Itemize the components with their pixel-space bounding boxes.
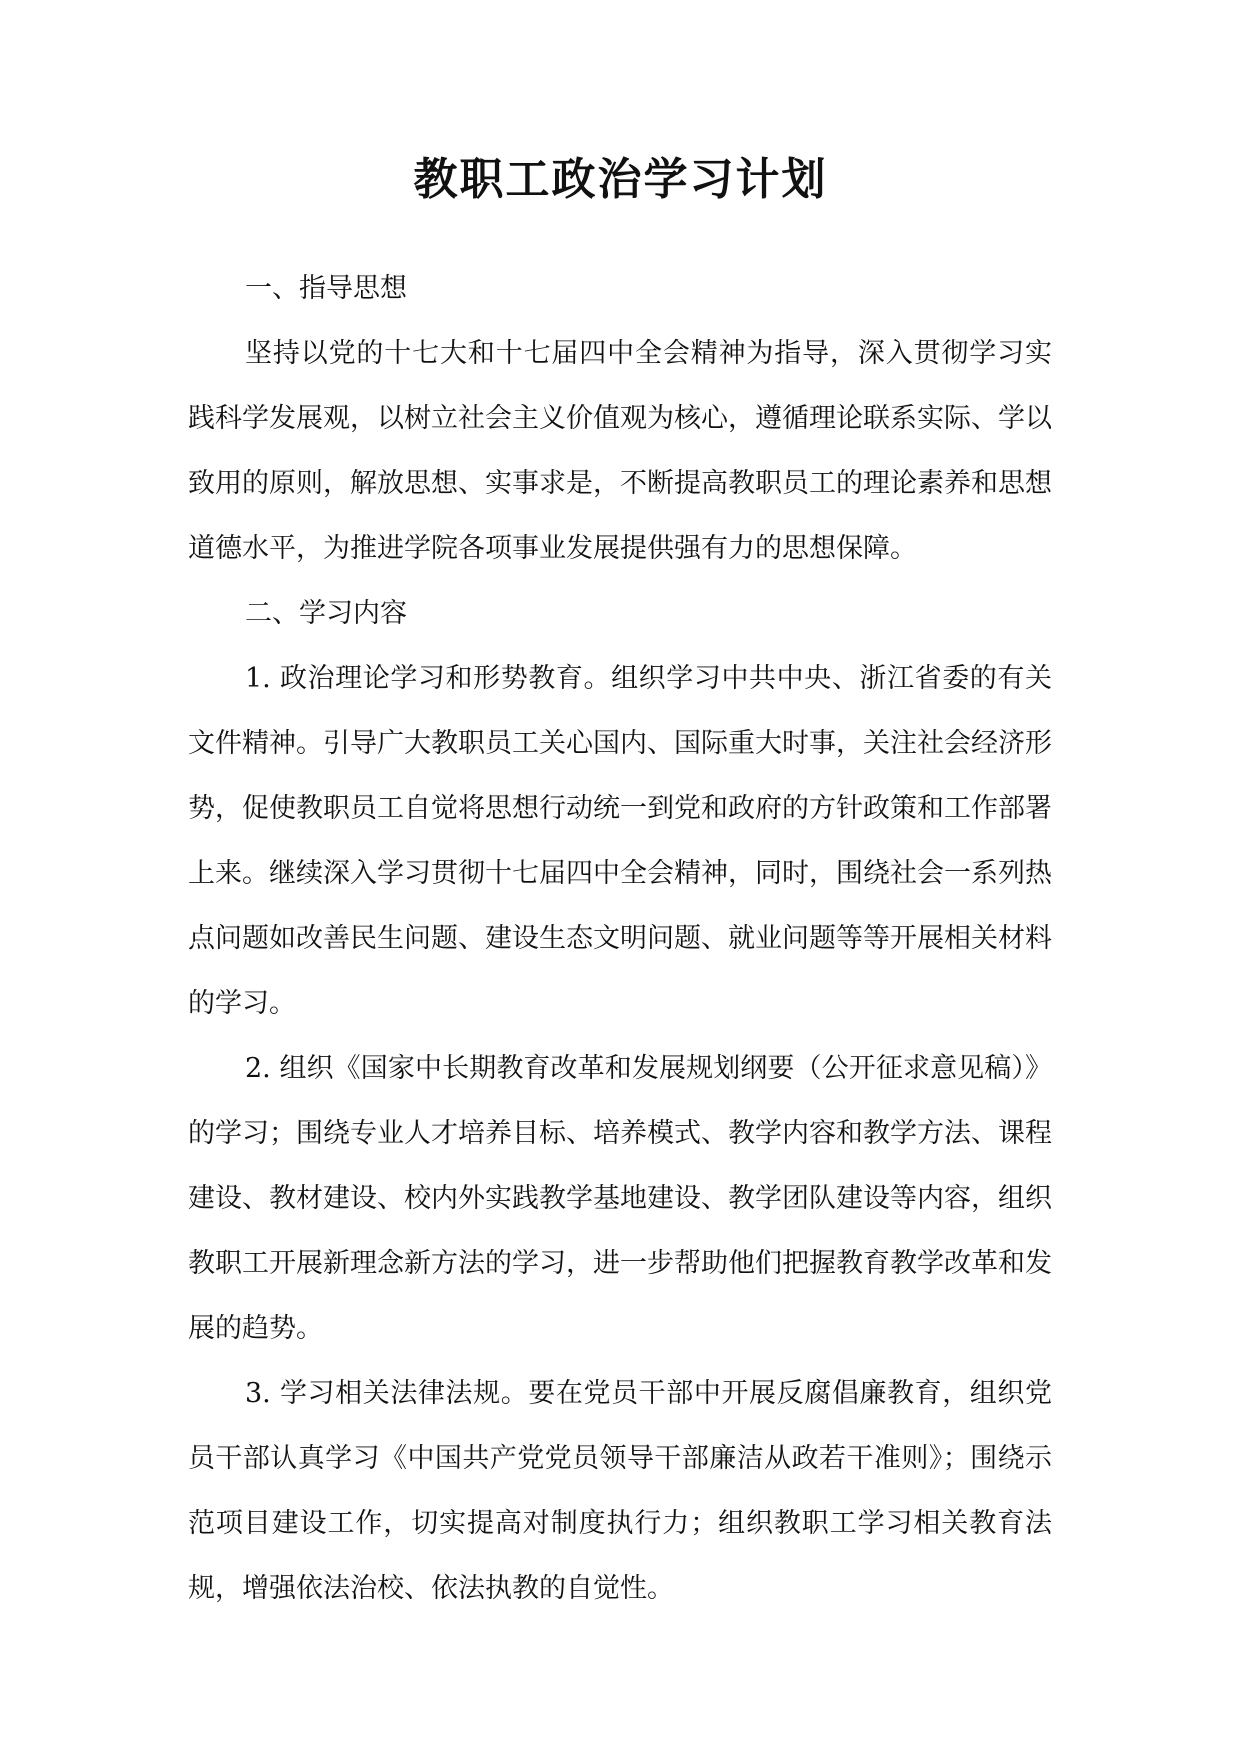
paragraph-guiding-ideology: 坚持以党的十七大和十七届四中全会精神为指导，深入贯彻学习实践科学发展观，以树立社会主义价值观为核心，遵循理论联系实际、学以致用的原则，解放思想、实事求是，不断提高教职员工的理论素养和思想道德水平，为推进学院各项事业发展提供强有力的思想保障。 (188, 338, 1052, 564)
section-heading-guiding-ideology: 一、指导思想 (245, 273, 407, 304)
document-title: 教职工政治学习计划 (413, 154, 828, 205)
section-heading-study-content: 二、学习内容 (245, 598, 407, 629)
document-body (188, 256, 1052, 1621)
paragraph-study-item-2: 2. 组织《国家中长期教育改革和发展规划纲要（公开征求意见稿）》的学习；围绕专业人才培养目标、培养模式、教学内容和教学方法、课程建设、教材建设、校内外实践教学基地建设、教学团队建设等内容，组织教职工开展新理念新方法的学习，进一步帮助他们把握教育教学改革和发展的趋势。 (188, 1053, 1052, 1344)
paragraph-study-item-3: 3. 学习相关法律法规。要在党员干部中开展反腐倡廉教育，组织党员干部认真学习《中国共产党党员领导干部廉洁从政若干准则》；围绕示范项目建设工作，切实提高对制度执行力；组织教职工学习相关教育法规，增强依法治校、依法执教的自觉性。 (188, 1378, 1052, 1604)
paragraph-study-item-1: 1. 政治理论学习和形势教育。组织学习中共中央、浙江省委的有关文件精神。引导广大教职员工关心国内、国际重大时事，关注社会经济形势，促使教职员工自觉将思想行动统一到党和政府的方针政策和工作部署上来。继续深入学习贯彻十七届四中全会精神，同时，围绕社会一系列热点问题如改善民生问题、建设生态文明问题、就业问题等等开展相关材料的学习。 (188, 663, 1052, 1019)
